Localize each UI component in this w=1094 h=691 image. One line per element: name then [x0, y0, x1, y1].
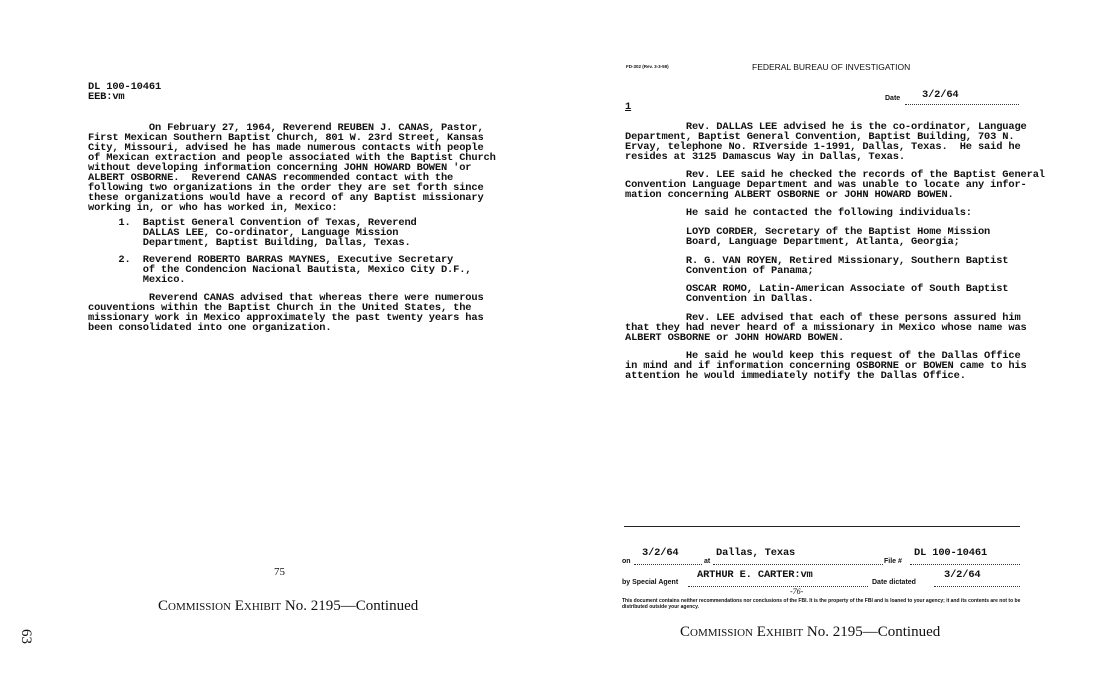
text-line: mation concerning ALBERT OSBORNE or JOHN HOWARD BOWEN. — [625, 189, 954, 201]
text-line: Department, Baptist General Convention, Baptist Building, 703 N. — [625, 131, 1015, 143]
text-line: Ervay, telephone No. RIverside 1-1991, Dallas, Texas. He said he — [625, 141, 1021, 153]
text-line: resides at 3125 Damascus Way in Dallas, Texas. — [625, 151, 905, 163]
caption-prefix: Commission Exhibit — [680, 624, 804, 640]
on-value: 3/2/64 — [642, 547, 679, 559]
footer-page-number: -76- — [790, 587, 804, 596]
page-number: 75 — [274, 566, 285, 578]
text-line: Convention in Dallas. — [625, 293, 814, 305]
caption-rest: No. 2195—Continued — [281, 598, 419, 614]
text-line: LOYD CORDER, Secretary of the Baptist Home Mission — [625, 226, 991, 238]
text-line: City, Missouri, advised he has made numerous contacts with people — [88, 142, 484, 154]
text-line: Board, Language Department, Atlanta, Georgia; — [625, 236, 960, 248]
on-label: on — [622, 558, 631, 565]
text-line: First Mexican Southern Baptist Church, 801 W. 23rd Street, Kansas — [88, 132, 484, 144]
text-line: couventions within the Baptist Church in the United States, the — [88, 302, 472, 314]
form-id: FD-302 (Rev. 3-3-59) — [626, 64, 669, 69]
caption-prefix: Commission Exhibit — [158, 598, 282, 614]
text-line: following two organizations in the order they are set forth since — [88, 182, 484, 194]
text-line: of Mexican extraction and people associated with the Baptist Church — [88, 152, 496, 164]
text-line: missionary work in Mexico approximately the past twenty years has — [88, 312, 484, 324]
file-value: DL 100-10461 — [914, 547, 988, 559]
list-item-2 — [88, 255, 471, 285]
file-label: File # — [884, 558, 902, 565]
text-line: of the Condencion Nacional Bautista, Mexico City D.F., — [88, 264, 472, 276]
date-label: Date — [885, 95, 901, 102]
date-value: 3/2/64 — [922, 89, 959, 101]
text-line: attention he would immediately notify the Dallas Office. — [625, 370, 966, 382]
caption-rest: No. 2195—Continued — [803, 624, 941, 640]
disclaimer: This document contains neither recommendations nor conclusions of the FBI. It is the property of the FBI and is loaned to your agency; it and its contents are not to be distributed outside your agency. — [622, 598, 1021, 610]
text-line: these organizations would have a record of any Baptist missionary — [88, 192, 484, 204]
text-line: Department, Baptist Building, Dallas, Texas. — [88, 237, 411, 249]
text-line: On February 27, 1964, Reverend REUBEN J. CANAS, Pastor, — [88, 122, 484, 134]
text-line: in mind and if information concerning OSBORNE or BOWEN came to his — [625, 360, 1027, 372]
text-line: Rev. LEE said he checked the records of the Baptist General — [625, 169, 1045, 181]
page-mark: 1 — [625, 101, 632, 113]
exhibit-caption — [158, 598, 418, 615]
date-dictated-label: Date dictated — [872, 579, 916, 586]
paragraph-2 — [625, 170, 1045, 200]
agent-label: by Special Agent — [622, 579, 679, 586]
text-line: He said he would keep this request of the Dallas Office — [625, 350, 1021, 362]
text-line: Rev. DALLAS LEE advised he is the co-ordinator, Language — [625, 121, 1027, 133]
paragraph-3 — [625, 208, 972, 218]
text-line: OSCAR ROMO, Latin-American Associate of South Baptist — [625, 283, 1009, 295]
paragraph-2 — [88, 293, 484, 333]
date-dictated-value: 3/2/64 — [944, 569, 981, 581]
text-line: working in, or who has worked in, Mexico: — [88, 202, 338, 214]
agency-header: FEDERAL BUREAU OF INVESTIGATION — [752, 62, 911, 72]
text-line: been consolidated into one organization. — [88, 322, 332, 334]
paragraph-1 — [88, 123, 496, 213]
text-line: Convention Language Department and was unable to locate any infor- — [625, 179, 1027, 191]
paragraph-5 — [625, 351, 1027, 381]
paragraph-1 — [625, 122, 1027, 162]
initials: EEB:vm — [88, 91, 125, 103]
text-line: R. G. VAN ROYEN, Retired Missionary, Southern Baptist — [625, 255, 1009, 267]
text-line: without developing information concerning JOHN HOWARD BOWEN 'or — [88, 162, 472, 174]
text-line: Mexico. — [88, 274, 186, 286]
individual-3 — [625, 284, 1008, 304]
text-line: Convention of Panama; — [625, 265, 814, 277]
at-value: Dallas, Texas — [716, 547, 796, 559]
text-line: 1. Baptist General Convention of Texas, Reverend — [88, 217, 417, 229]
agent-value: ARTHUR E. CARTER:vm — [697, 569, 813, 581]
paragraph-4 — [625, 313, 1027, 343]
list-item-1 — [88, 218, 417, 248]
text-line: He said he contacted the following individuals: — [625, 207, 972, 219]
at-label: at — [704, 558, 711, 565]
file-reference: DL 100-10461 — [88, 81, 162, 93]
text-line: Rev. LEE advised that each of these persons assured him — [625, 312, 1021, 324]
exhibit-caption — [680, 624, 940, 641]
text-line: 2. Reverend ROBERTO BARRAS MAYNES, Executive Secretary — [88, 254, 454, 266]
text-line: ALBERT OSBORNE. Reverend CANAS recommended contact with the — [88, 172, 454, 184]
individual-2 — [625, 256, 1008, 276]
text-line: Reverend CANAS advised that whereas there were numerous — [88, 292, 484, 304]
margin-page-number: 63 — [18, 629, 34, 644]
text-line: ALBERT OSBORNE or JOHN HOWARD BOWEN. — [625, 332, 845, 344]
text-line: that they had never heard of a missionary in Mexico whose name was — [625, 322, 1027, 334]
individual-1 — [625, 227, 990, 247]
text-line: DALLAS LEE, Co-ordinator, Language Mission — [88, 227, 399, 239]
